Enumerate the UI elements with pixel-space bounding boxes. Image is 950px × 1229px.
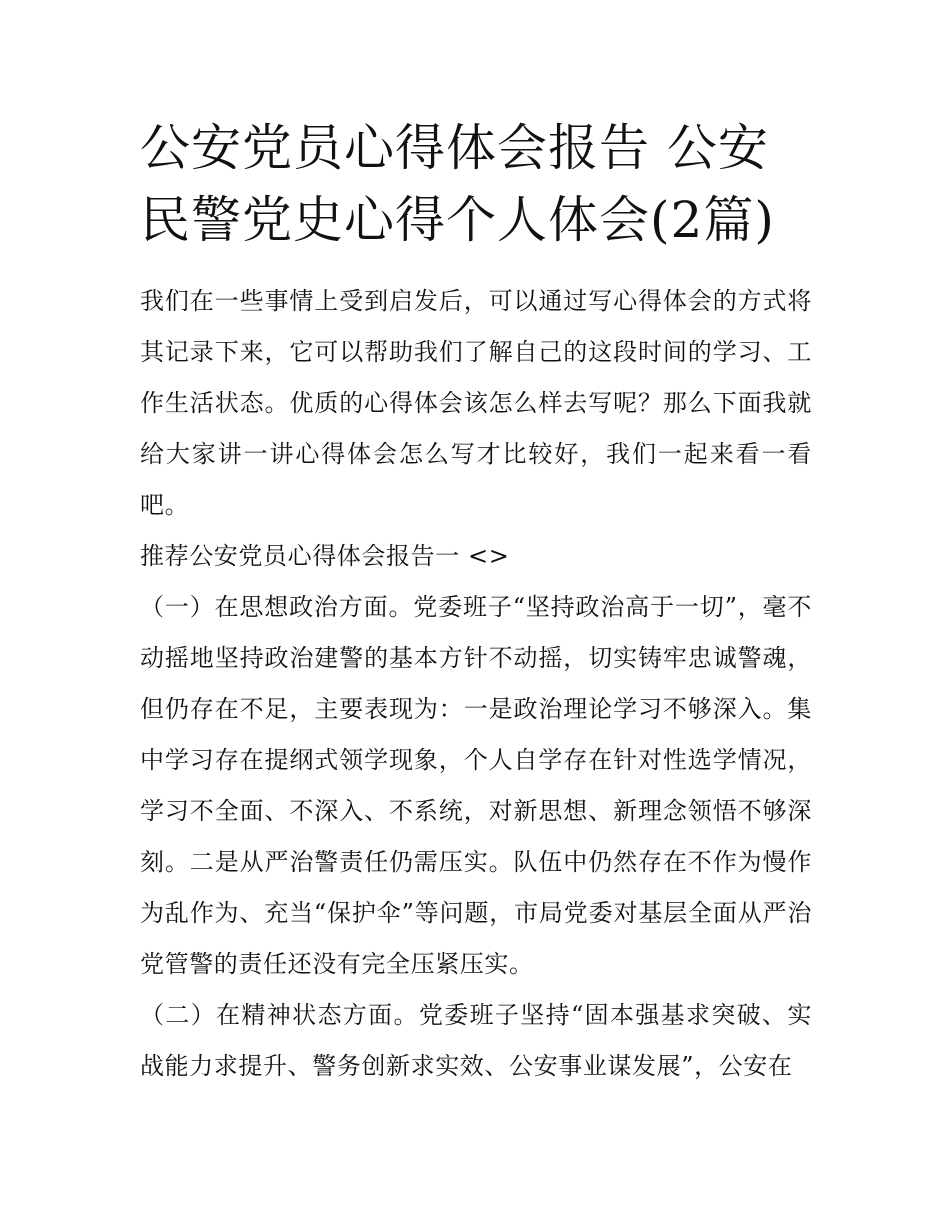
document-page xyxy=(140,112,812,1092)
document-body xyxy=(140,276,812,1092)
document-title: 公安党员心得体会报告 公安民警党史心得个人体会(2篇) xyxy=(140,119,775,249)
paragraph-ideology: （一）在思想政治方面。党委班子“坚持政治高于一切”，毫不动摇地坚持政治建警的基本方针不动摇，切实铸牢忠诚警魂，但仍存在不足，主要表现为：一是政治理论学习不够深入。集中学习存在提纲式领学现象，个人自学存在针对性选学情况，学习不全面、不深入、不系统，对新思想、新理念领悟不够深刻。二是从严治警责任仍需压实。队伍中仍然存在不作为慢作为乱作为、充当“保护伞”等问题，市局党委对基层全面从严治党管警的责任还没有完全压紧压实。 xyxy=(140,593,812,978)
paragraph-spirit: （二）在精神状态方面。党委班子坚持“固本强基求突破、实战能力求提升、警务创新求实效、公安事业谋发展”，公安在 xyxy=(140,1001,812,1080)
intro-paragraph: 我们在一些事情上受到启发后，可以通过写心得体会的方式将其记录下来，它可以帮助我们了解自己的这段时间的学习、工作生活状态。优质的心得体会该怎么样去写呢？那么下面我就给大家讲一讲心得体会怎么写才比较好，我们一起来看一看吧。 xyxy=(140,287,812,519)
section-heading: 推荐公安党员心得体会报告一 <> xyxy=(140,542,510,570)
